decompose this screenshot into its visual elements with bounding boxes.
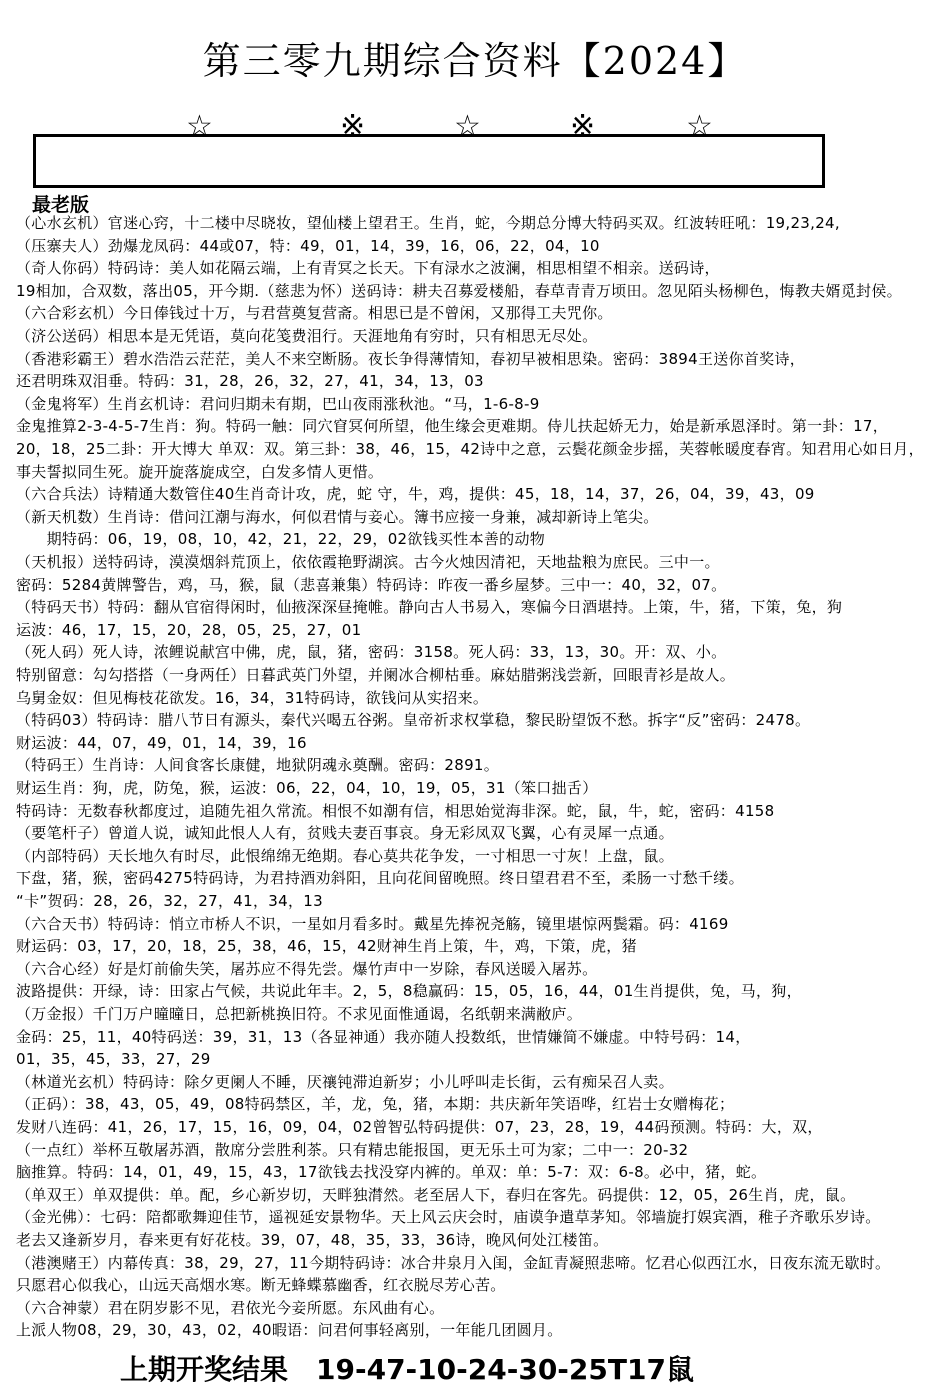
- text-line: （一点红）举杯互敬屠苏酒，散席分尝胜利茶。只有精忠能报国，更无乐土可为家；二中一：20-32: [16, 1140, 689, 1159]
- blank-banner-box: [33, 134, 825, 188]
- text-line: 01，35，45，33，27，29: [16, 1050, 211, 1069]
- last-draw-result: 上期开奖结果 19-47-10-24-30-25T17鼠: [120, 1348, 694, 1388]
- text-line: 金鬼推算2-3-4-5-7生肖：狗。特码一触：同穴窅冥何所望，他生缘会更难期。侍儿扶起娇无力，始是新承恩泽时。第一卦：17，: [16, 417, 889, 436]
- text-line: 脑推算。特码：14，01，49，15，43，17欲钱去找没穿内裤的。单双：单：5-7：双：6-8。必中，猪，蛇。: [16, 1163, 767, 1182]
- text-line: 老去又逢新岁月，春来更有好花枝。39，07，48，35，33，36诗，晚风何处江楼笛。: [16, 1231, 609, 1249]
- text-line: （六合彩玄机）今日俸钱过十万，与君营奠复营斋。相思已是不曾闲，又那得工夫咒你。: [16, 304, 613, 323]
- text-line: 金码：25，11，40特码送：39，31，13（各显神通）我亦随人投数纸，世情嫌简不嫌虚。中特号码：14，: [16, 1027, 751, 1046]
- text-line: （特码王）生肖诗：人间食客长康健，地狱阴魂永奠酬。密码：2891。: [16, 756, 500, 775]
- text-line: （死人码）死人诗，浓鲤说献宫中佛，虎，鼠，猪，密码：3158。死人码：33，13，30。开：双、小。: [16, 643, 727, 662]
- text-line: （金光佛）：七码：陪都歌舞迎佳节，遥视延安景物华。天上风云庆会时，庙谟争遣草茅知。邻墙旋打娱宾酒，稚子齐歌乐岁诗。: [16, 1208, 881, 1227]
- text-line: （内部特码）天长地久有时尽，此恨绵绵无绝期。春心莫共花争发，一寸相思一寸灰！上盘，鼠。: [16, 846, 674, 865]
- text-line: （奇人你码）特码诗：美人如花隔云端，上有青冥之长天。下有渌水之波澜，相思相望不相亲。送码诗，: [16, 259, 720, 278]
- text-line: 期特码：06，19，08，10，42，21，22，29，02欲钱买性本善的动物: [16, 530, 546, 549]
- asterism-icon: ※: [340, 109, 366, 144]
- text-line: （六合天书）特码诗：悄立市桥人不识，一星如月看多时。戴星先捧祝尧觞，镜里堪惊两鬓霜。码：4169: [16, 914, 729, 933]
- text-line: 还君明珠双泪垂。特码：31，28，26，32，27，41，34，13，03: [16, 372, 484, 391]
- text-line: （林道光玄机）特码诗：除夕更阑人不睡，厌禳钝滞迫新岁；小儿呼叫走长街，云有痴呆召人卖。: [16, 1072, 674, 1091]
- text-line: 波路提供：开绿，诗：田家占气候，共说此年丰。2，5，8稳赢码：15，05，16，44，01生肖提供，兔，马，狗，: [16, 982, 802, 1001]
- text-line: 事夫誓拟同生死。旋开旋落旋成空，白发多情人更惜。: [16, 462, 384, 481]
- text-line: （心水玄机）官迷心窍，十二楼中尽晓妆，望仙楼上望君王。生肖，蛇，今期总分博大特码买双。红波转旺吼：19,23,24,: [16, 214, 840, 232]
- text-line: 下盘，猪，猴，密码4275特码诗，为君持酒劝斜阳，且向花间留晚照。终日望君君不至，柔肠一寸愁千缕。: [16, 869, 744, 888]
- text-line: （天机报）送特码诗，漠漠烟斜荒顶上，依依霞艳野湖滨。古今火烛因清祀，天地盐粮为庶民。三中一。: [16, 553, 720, 571]
- text-line: （香港彩霸王）碧水浩浩云茫茫，美人不来空断肠。夜长争得薄情知，春初早被相思染。密码：3894王送你首奖诗，: [16, 349, 806, 368]
- text-line: “卡”贺码：28，26，32，27，41，34，13: [16, 892, 323, 910]
- text-line: 财运波：44，07，49，01，14，39，16: [16, 733, 307, 752]
- page-title: 第三零九期综合资料【2024】: [202, 39, 748, 83]
- text-line: 特码诗：无数春秋都度过，追随先祖久常流。相恨不如潮有信，相思始觉海非深。蛇，鼠，牛，蛇，密码：4158: [16, 801, 775, 820]
- asterism-icon: ※: [570, 109, 596, 144]
- text-line: 密码：5284黄牌警告，鸡，马，猴，鼠（悲喜兼集）特码诗：昨夜一番乡屋梦。三中一：40，32，07。: [16, 575, 727, 594]
- text-line: 特别留意：勾勾搭搭（一身两任）日暮武英门外望，并阑冰合柳枯垂。麻姑腊粥浅尝新，回眼青衫是故人。: [16, 666, 736, 684]
- text-line: 只愿君心似我心，山远天高烟水寒。断无蜂蝶慕幽香，红衣脱尽芳心苦。: [16, 1276, 506, 1295]
- star-icon: ☆: [186, 109, 213, 144]
- section-label: 最老版: [32, 194, 90, 216]
- text-line: 20，18，25二卦：开大博大 单双：双。第三卦：38，46，15，42诗中之意，云鬓花颜金步摇，芙蓉帐暖度春宵。知君用心如日月，: [16, 440, 924, 458]
- text-line: 上派人物08，29，30，43，02，40暇语：问君何事轻离别，一年能几团圆月。: [16, 1321, 563, 1340]
- text-line: 财运生肖：狗，虎，防兔，猴，运波：06，22，04，10，19，05，31（笨口拙舌）: [16, 779, 598, 797]
- text-line: 乌舅金奴：但见梅枝花欲发。16，34，31特码诗，欲钱问从实招来。: [16, 688, 489, 707]
- text-line: （六合兵法）诗精通大数管住40生肖奇计攻，虎，蛇 守，牛，鸡，提供：45，18，14，37，26，04，39，43，09: [16, 485, 815, 504]
- text-line: （六合心经）好是灯前偷失笑，屠苏应不得先尝。爆竹声中一岁除，春风送暖入屠苏。: [16, 959, 598, 978]
- text-line: （港澳赌王）内幕传真：38，29，27，11今期特码诗：冰合井泉月入闺，金缸青凝照悲啼。忆君心似西江水，日夜东流无歇时。: [16, 1253, 891, 1272]
- text-line: （特码天书）特码：翻从官宿得闲时，仙掖深深昼掩帷。静向古人书易入，寒偏今日酒堪持。上策，牛，猪，下策，兔，狗: [16, 598, 843, 617]
- text-line: （单双王）单双提供：单。配，乡心新岁切，天畔独潸然。老至居人下，春归在客先。码提供：12，05，26生肖，虎，鼠。: [16, 1185, 856, 1204]
- text-line: （六合神蒙）君在阴岁影不见，君依光今妾所愿。东风曲有心。: [16, 1298, 445, 1317]
- star-icon: ☆: [686, 109, 713, 144]
- text-line: （万金报）千门万户曈曈日，总把新桃换旧符。不求见面惟通谒，名纸朝来满敝庐。: [16, 1005, 583, 1023]
- text-line: 财运码：03，17，20，18，25，38，46，15，42财神生肖上策，牛，鸡，下策，虎，猪: [16, 937, 637, 956]
- text-line: （正码）：38，43，05，49，08特码禁区，羊，龙，兔，猪，本期：共庆新年笑语哗，红岩士女赠梅花；: [16, 1095, 735, 1114]
- text-line: （要笔杆子）曾道人说，诚知此恨人人有，贫贱夫妻百事哀。身无彩凤双飞翼，心有灵犀一点通。: [16, 824, 674, 843]
- text-line: （济公送码）相思本是无凭语，莫向花笺费泪行。天涯地角有穷时，只有相思无尽处。: [16, 327, 598, 345]
- text-line: 运波：46，17，15，20，28，05，25，27，01: [16, 620, 362, 639]
- text-line: 发财八连码：41，26，17，15，16，09，04，02曾智弘特码提供：07，23，28，19，44码预测。特码：大，双，: [16, 1118, 823, 1136]
- text-line: （压寨夫人）劲爆龙凤码：44或07，特：49，01，14，39，16，06，22，04，10: [16, 236, 600, 255]
- star-icon: ☆: [454, 109, 481, 144]
- text-line: （特码03）特码诗：腊八节日有源头，秦代兴喝五谷粥。皇帝祈求权掌稳，黎民盼望饭不愁。拆字“反”密码：2478。: [16, 711, 811, 730]
- text-line: （新天机数）生肖诗：借问江潮与海水，何似君情与妾心。簿书应接一身兼，减却新诗上笔尖。: [16, 507, 659, 526]
- text-line: 19相加，合双数，落出05，开今期.（慈悲为怀）送码诗：耕夫召募爱楼船，春草青青万顷田。忽见陌头杨柳色，悔教夫婿觅封侯。: [16, 281, 902, 300]
- text-line: （金鬼将军）生肖玄机诗：君问归期未有期，巴山夜雨涨秋池。“马，1-6-8-9: [16, 394, 540, 413]
